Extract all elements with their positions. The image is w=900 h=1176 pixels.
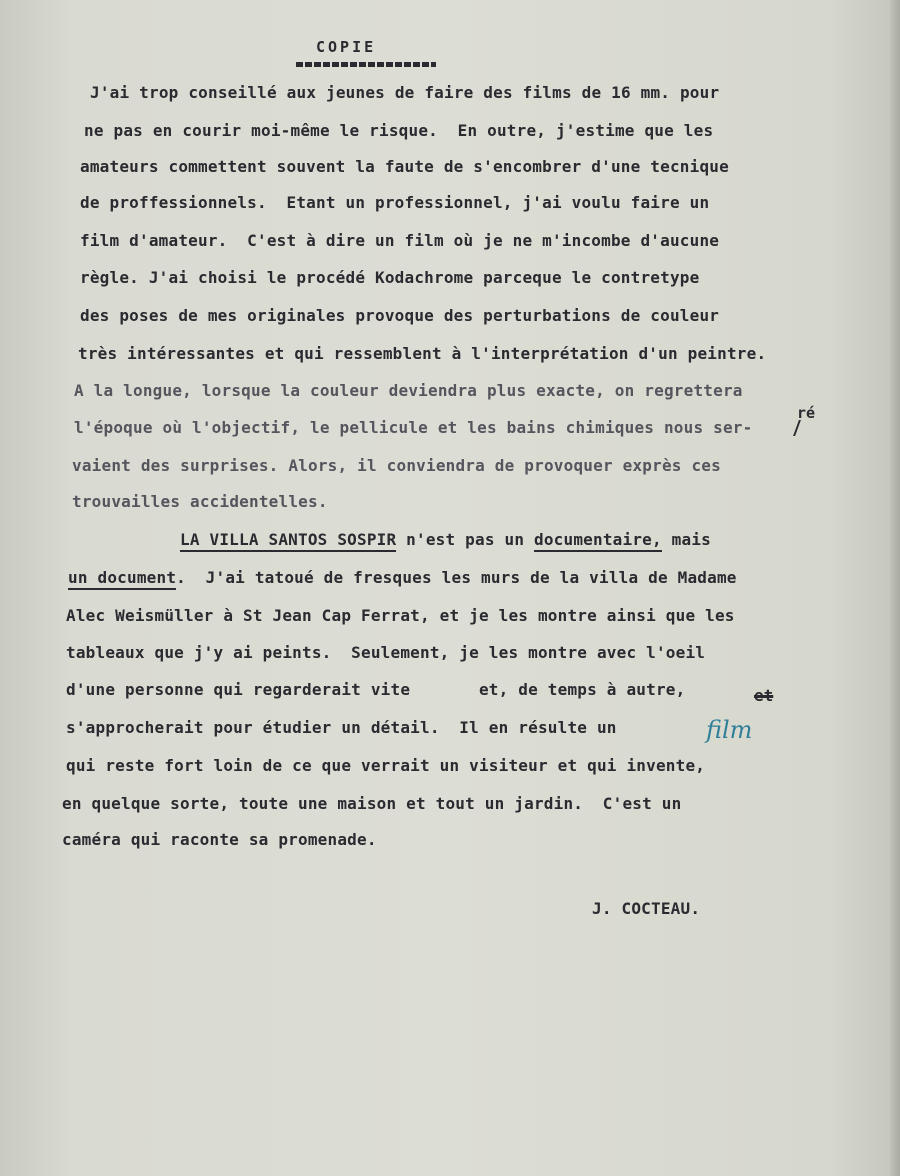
text-line: qui reste fort loin de ce que verrait un visiteur et qui invente, [66,756,706,775]
text-line: s'approcherait pour étudier un détail. Il en résulte un [66,718,617,737]
text-line: trouvailles accidentelles. [72,492,328,511]
text-line: A la longue, lorsque la couleur deviendra plus exacte, on regrettera [74,381,743,400]
text-line: J'ai trop conseillé aux jeunes de faire des films de 16 mm. pour [90,83,720,102]
text-line: film d'amateur. C'est à dire un film où je ne m'incombe d'aucune [80,231,720,250]
document-title: COPIE [316,38,377,56]
text-line: ne pas en courir moi-même le risque. En outre, j'estime que les [84,121,714,140]
text-fragment: mais [661,530,711,549]
text-line: d'une personne qui regarderait vite et, de temps à autre, [66,680,686,699]
documentaire-word: documentaire, [534,530,662,552]
text-line [68,568,737,587]
document-word: un document [68,568,176,590]
text-line: de proffessionnels. Etant un professionnel, j'ai voulu faire un [80,193,710,212]
struck-word: et [754,686,774,705]
paragraph-two-first-line [180,530,711,549]
text-line: en quelque sorte, toute une maison et tout un jardin. C'est un [62,794,682,813]
signature: J. COCTEAU. [592,899,701,918]
text-line: règle. J'ai choisi le procédé Kodachrome parceque le contretype [80,268,700,287]
text-line: très intéressantes et qui ressemblent à l'interprétation d'un peintre. [78,344,767,363]
text-fragment: . J'ai tatoué de fresques les murs de la villa de Madame [176,568,737,587]
title-underline [296,62,436,67]
inserted-correction: ré [797,404,816,422]
text-line: amateurs commettent souvent la faute de s'encombrer d'une tecnique [80,157,729,176]
text-line: Alec Weismüller à St Jean Cap Ferrat, et je les montre ainsi que les [66,606,735,625]
text-line: des poses de mes originales provoque des perturbations de couleur [80,306,720,325]
film-title: LA VILLA SANTOS SOSPIR [180,530,396,552]
text-line: caméra qui raconte sa promenade. [62,830,377,849]
handwritten-correction: film [706,716,753,744]
text-fragment: n'est pas un [396,530,534,549]
text-line: vaient des surprises. Alors, il conviendra de provoquer exprès ces [72,456,721,475]
text-line: l'époque où l'objectif, le pellicule et les bains chimiques nous ser- [74,418,753,437]
text-line: tableaux que j'y ai peints. Seulement, je les montre avec l'oeil [66,643,706,662]
insertion-mark [793,420,807,436]
